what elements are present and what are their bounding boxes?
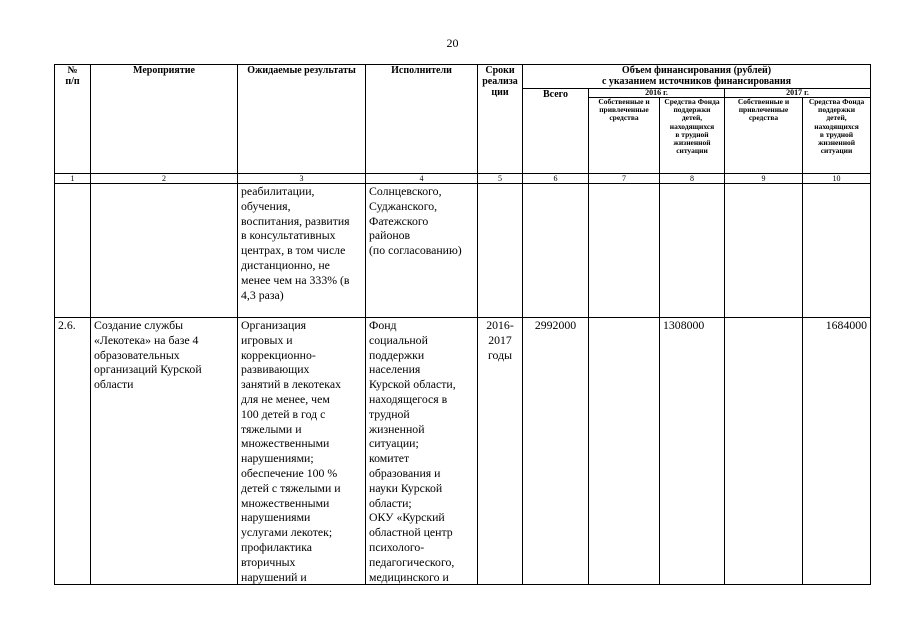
column-number: 3 xyxy=(238,174,366,184)
funding-table xyxy=(54,64,871,585)
header-own-2016: Собственные и привлеченные средства xyxy=(589,98,660,174)
row-total xyxy=(523,184,589,318)
column-number: 1 xyxy=(55,174,91,184)
row-total: 2992000 xyxy=(523,318,589,585)
header-total: Всего xyxy=(523,89,589,174)
column-number: 9 xyxy=(725,174,803,184)
column-number: 2 xyxy=(91,174,238,184)
row-fund-2016 xyxy=(660,184,725,318)
row-terms xyxy=(478,184,523,318)
row-fund-2016: 1308000 xyxy=(660,318,725,585)
header-num: № п/п xyxy=(55,65,91,174)
header-executors: Исполнители xyxy=(366,65,478,174)
header-fund-2017: Средства Фонда поддержки детей, находящихся в трудной жизненной ситуации xyxy=(803,98,871,174)
column-number: 6 xyxy=(523,174,589,184)
row-event: Создание службы «Лекотека» на базе 4 образовательных организаций Курской области xyxy=(91,318,238,585)
header-funding-title: Объем финансирования (рублей) с указанием источников финансирования xyxy=(523,65,871,89)
row-results: Организация игровых и коррекционно- развивающих занятий в лекотеках для не менее, чем 100 детей в год с тяжелыми и множественными нарушениями; обеспечение 100 % детей с тяжелыми и множественными нарушениями услугами лекотек; профилактика вторичных нарушений и xyxy=(238,318,366,585)
row-results: реабилитации, обучения, воспитания, развития в консультативных центрах, в том числе дистанционно, не менее чем на 333% (в 4,3 раза) xyxy=(238,184,366,318)
header-row-1 xyxy=(55,65,871,89)
row-terms: 2016- 2017 годы xyxy=(478,318,523,585)
row-executors: Фонд социальной поддержки населения Курской области, находящегося в трудной жизненной ситуации; комитет образования и науки Курской области; ОКУ «Курский областной центр психолого- педагогического, медицинского и xyxy=(366,318,478,585)
row-executors: Солнцевского, Суджанского, Фатежского районов (по согласованию) xyxy=(366,184,478,318)
row-own-2017 xyxy=(725,318,803,585)
header-year-2017: 2017 г. xyxy=(725,89,871,98)
column-number: 5 xyxy=(478,174,523,184)
column-number: 8 xyxy=(660,174,725,184)
row-own-2016 xyxy=(589,184,660,318)
row-event xyxy=(91,184,238,318)
row-fund-2017: 1684000 xyxy=(803,318,871,585)
header-fund-2016: Средства Фонда поддержки детей, находящихся в трудной жизненной ситуации xyxy=(660,98,725,174)
row-num: 2.6. xyxy=(55,318,91,585)
table-row xyxy=(55,318,871,585)
row-own-2017 xyxy=(725,184,803,318)
header-year-2016: 2016 г. xyxy=(589,89,725,98)
column-number-row xyxy=(55,174,871,184)
column-number: 7 xyxy=(589,174,660,184)
header-results: Ожидаемые результаты xyxy=(238,65,366,174)
table-row xyxy=(55,184,871,318)
header-event: Мероприятие xyxy=(91,65,238,174)
page-number: 20 xyxy=(446,36,459,50)
header-own-2017: Собственные и привлеченные средства xyxy=(725,98,803,174)
row-fund-2017 xyxy=(803,184,871,318)
header-terms: Сроки реализа ции xyxy=(478,65,523,174)
column-number: 10 xyxy=(803,174,871,184)
row-num xyxy=(55,184,91,318)
row-own-2016 xyxy=(589,318,660,585)
column-number: 4 xyxy=(366,174,478,184)
